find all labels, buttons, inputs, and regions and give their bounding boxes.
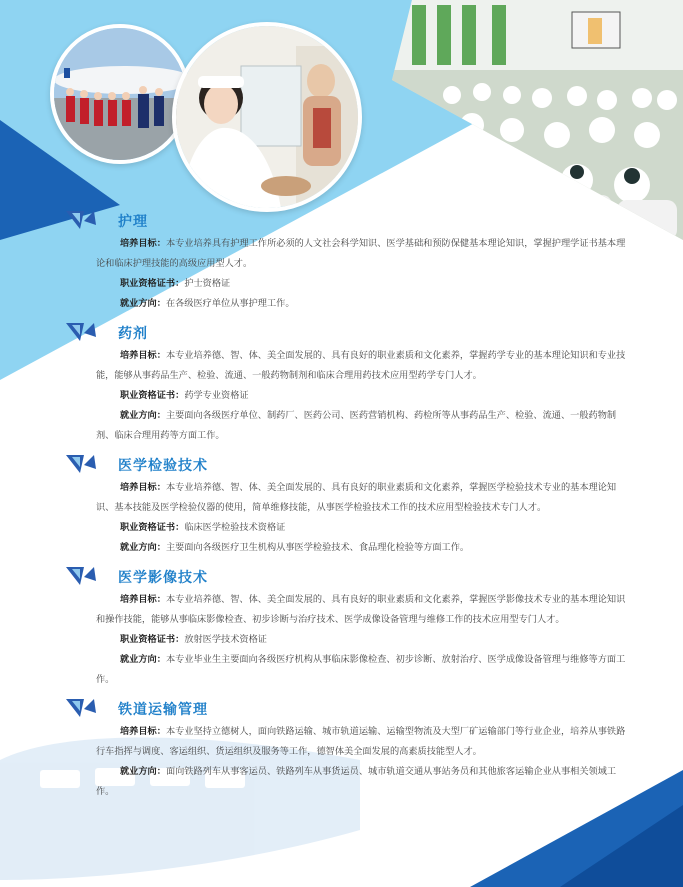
section-title: 医学检验技术 bbox=[118, 458, 208, 474]
section-header bbox=[66, 452, 626, 478]
training-goal: 培养目标：本专业培养具有护理工作所必须的人文社会科学知识、医学基础和预防保健基本理论知识，掌握护理学证书基本理论和临床护理技能的高级应用型人才。 bbox=[96, 238, 626, 269]
training-goal: 培养目标：本专业培养德、智、体、美全面发展的、具有良好的职业素质和文化素养，掌握药学专业的基本理论知识和专业技能，能够从事药品生产、检验、流通、一般药物制剂和临床合理用药技术应用型药学专门人才。 bbox=[96, 350, 626, 381]
career-direction: 就业方向：面向铁路列车从事客运员、铁路列车从事货运员、城市轨道交通从事站务员和其他旅客运输企业从事相关领域工作。 bbox=[96, 766, 617, 797]
career-direction: 就业方向：本专业毕业生主要面向各级医疗机构从事临床影像检查、初步诊断、放射治疗、医学成像设备管理与维修等方面工作。 bbox=[96, 654, 626, 685]
certificate: 职业资格证书：药学专业资格证 bbox=[120, 390, 249, 401]
training-goal: 培养目标：本专业培养德、智、体、美全面发展的、具有良好的职业素质和文化素养，掌握医学检验技术专业的基本理论知识、基本技能及医学检验仪器的使用，简单维修技能，从事医学检验技术工作的技术应用型检验技术专门人才。 bbox=[96, 482, 617, 513]
airline-crew-photo bbox=[50, 24, 190, 164]
triangle-marker-icon bbox=[66, 697, 102, 721]
training-goal: 培养目标：本专业坚持立德树人，面向铁路运输、城市轨道运输、运输型物流及大型厂矿运输部门等行业企业，培养从事铁路行车指挥与调度、客运组织、货运组织及服务等工作，德智体美全面发展的高素质技能型人才。 bbox=[96, 726, 626, 757]
section-header bbox=[66, 696, 626, 722]
section-header bbox=[66, 564, 626, 590]
certificate: 职业资格证书：放射医学技术资格证 bbox=[120, 634, 267, 645]
career-direction: 就业方向：在各级医疗单位从事护理工作。 bbox=[120, 298, 295, 309]
training-goal: 培养目标：本专业培养德、智、体、美全面发展的、具有良好的职业素质和文化素养，掌握医学影像技术专业的基本理论知识和操作技能，能够从事临床影像检查、初步诊断与治疗技术、医学成像设备管理与维修工作的技术应用型专门人才。 bbox=[96, 594, 626, 625]
career-direction: 就业方向：主要面向各级医疗卫生机构从事医学检验技术、食品理化检验等方面工作。 bbox=[120, 542, 470, 553]
section-header bbox=[66, 320, 626, 346]
triangle-marker-icon bbox=[66, 453, 102, 477]
triangle-marker-icon bbox=[66, 565, 102, 589]
section-title: 医学影像技术 bbox=[118, 570, 208, 586]
section-title: 药剂 bbox=[118, 326, 148, 342]
section-title: 护理 bbox=[118, 214, 148, 230]
section-header bbox=[66, 208, 626, 234]
career-direction: 就业方向：主要面向各级医疗单位、制药厂、医药公司、医药营销机构、药检所等从事药品生产、检验、流通、一般药物制剂、临床合理用药等方面工作。 bbox=[96, 410, 617, 441]
medical-training-photo bbox=[172, 22, 362, 212]
program-pharmacy bbox=[66, 320, 626, 446]
section-title: 铁道运输管理 bbox=[118, 702, 208, 718]
program-medical-imaging bbox=[66, 564, 626, 690]
program-medical-laboratory bbox=[66, 452, 626, 558]
triangle-marker-icon bbox=[66, 209, 102, 233]
triangle-marker-icon bbox=[66, 321, 102, 345]
certificate: 职业资格证书：临床医学检验技术资格证 bbox=[120, 522, 286, 533]
certificate: 职业资格证书：护士资格证 bbox=[120, 278, 231, 289]
program-railway-transport bbox=[66, 696, 626, 802]
program-nursing bbox=[66, 208, 626, 314]
program-list bbox=[66, 208, 626, 808]
